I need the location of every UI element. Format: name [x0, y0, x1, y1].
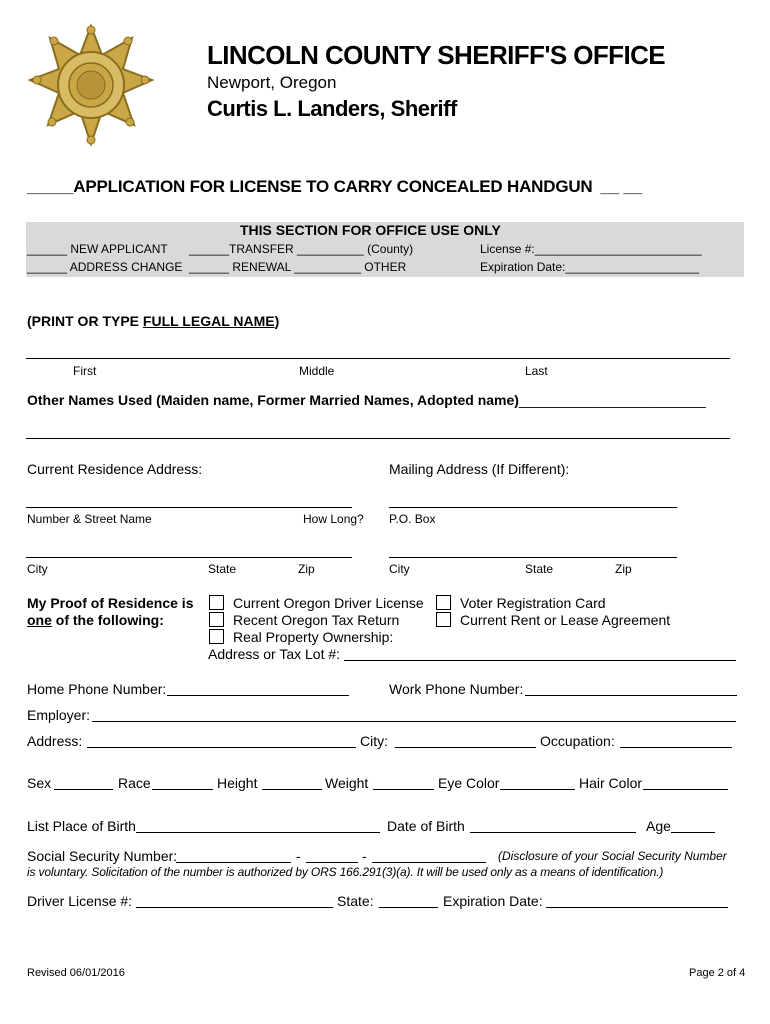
real-property-checkbox[interactable]: [209, 629, 224, 644]
race-label: Race: [118, 775, 151, 791]
occupation-line[interactable]: [620, 747, 732, 748]
license-expiration-line[interactable]: [546, 907, 728, 908]
driver-license-label: Driver License #:: [27, 893, 133, 909]
mailing-city-state-zip-line[interactable]: [389, 557, 677, 558]
eye-color-line[interactable]: [500, 789, 575, 790]
voter-registration-option: Voter Registration Card: [460, 595, 606, 611]
sheriff-name: Curtis L. Landers, Sheriff: [207, 96, 457, 121]
license-number-field[interactable]: License #:_________________________: [480, 242, 702, 256]
weight-line[interactable]: [373, 789, 434, 790]
name-heading-suffix: ): [274, 313, 280, 329]
race-line[interactable]: [152, 789, 213, 790]
ssn-part1-line[interactable]: [176, 862, 291, 863]
expiration-label: Expiration Date:: [480, 260, 566, 274]
sex-label: Sex: [27, 775, 52, 791]
how-long-label: How Long?: [303, 512, 364, 526]
mailing-city-label: City: [389, 562, 410, 576]
work-phone-label: Work Phone Number:: [389, 681, 524, 697]
revised-date: Revised 06/01/2016: [27, 967, 125, 979]
other-names-field[interactable]: [27, 392, 706, 408]
ssn-disclosure-line2: is voluntary. Solicitation of the number is authorized by ORS 166.291(3)(a). It will be used only as a means of identification.): [27, 865, 664, 879]
employer-line[interactable]: [92, 721, 736, 722]
name-heading-underlined: FULL LEGAL NAME: [142, 313, 275, 329]
street-line[interactable]: [26, 507, 352, 508]
driver-license-option: Current Oregon Driver License: [233, 595, 424, 611]
po-box-label: P.O. Box: [389, 512, 436, 526]
last-name-label: Last: [525, 364, 548, 378]
ssn-disclosure-line1: (Disclosure of your Social Security Number: [498, 849, 727, 863]
first-name-label: First: [73, 364, 97, 378]
state-label: State: [208, 562, 237, 576]
eye-color-label: Eye Color: [438, 775, 500, 791]
work-phone-line[interactable]: [525, 695, 737, 696]
driver-license-line[interactable]: [136, 907, 333, 908]
height-label: Height: [217, 775, 258, 791]
weight-label: Weight: [325, 775, 369, 791]
home-phone-line[interactable]: [167, 695, 349, 696]
other-names-line-2[interactable]: [26, 438, 730, 439]
other-names-label: Other Names Used (Maiden name, Former Married Names, Adopted name): [27, 392, 519, 408]
sheriff-badge-logo: [28, 22, 154, 148]
middle-name-label: Middle: [299, 364, 335, 378]
voter-registration-checkbox[interactable]: [436, 595, 451, 610]
tax-lot-line[interactable]: [344, 660, 736, 661]
height-line[interactable]: [262, 789, 322, 790]
transfer-field[interactable]: ______TRANSFER __________ (County): [189, 242, 414, 256]
employer-city-label: City:: [360, 733, 388, 749]
age-label: Age: [646, 818, 671, 834]
proof-label-one: one: [27, 612, 52, 628]
license-state-line[interactable]: [379, 907, 438, 908]
home-phone-label: Home Phone Number:: [27, 681, 167, 697]
tax-return-checkbox[interactable]: [209, 612, 224, 627]
employer-address-label: Address:: [27, 733, 83, 749]
ssn-dash-2: -: [362, 848, 367, 864]
rent-lease-option: Current Rent or Lease Agreement: [460, 612, 671, 628]
name-heading-prefix: (PRINT OR TYPE: [27, 313, 143, 329]
ssn-dash-1: -: [296, 848, 301, 864]
date-of-birth-label: Date of Birth: [387, 818, 465, 834]
place-of-birth-line[interactable]: [136, 832, 380, 833]
full-name-line[interactable]: [26, 358, 730, 359]
employer-label: Employer:: [27, 707, 91, 723]
place-of-birth-label: List Place of Birth: [27, 818, 136, 834]
tax-lot-label: Address or Tax Lot #:: [208, 646, 341, 662]
form-title-suffix: __ __: [600, 177, 643, 196]
license-state-label: State:: [337, 893, 374, 909]
driver-license-checkbox[interactable]: [209, 595, 224, 610]
mailing-address-label: Mailing Address (If Different):: [389, 461, 570, 477]
page-number: Page 2 of 4: [689, 967, 746, 979]
city-state-zip-line[interactable]: [26, 557, 352, 558]
other-names-line: ________________________: [518, 392, 706, 408]
current-residence-label: Current Residence Address:: [27, 461, 203, 477]
mailing-state-label: State: [525, 562, 554, 576]
license-expiration-label: Expiration Date:: [443, 893, 543, 909]
employer-address-line[interactable]: [87, 747, 356, 748]
proof-label-line1: My Proof of Residence is: [27, 595, 194, 611]
form-title: [27, 177, 642, 197]
sex-line[interactable]: [54, 789, 113, 790]
name-heading: [27, 313, 279, 329]
mailing-zip-label: Zip: [615, 562, 632, 576]
date-of-birth-line[interactable]: [470, 832, 636, 833]
tax-return-option: Recent Oregon Tax Return: [233, 612, 400, 628]
city-label: City: [27, 562, 48, 576]
new-applicant-field[interactable]: ______ NEW APPLICANT: [27, 242, 168, 256]
proof-label-line2: [27, 612, 164, 628]
street-label: Number & Street Name: [27, 512, 152, 526]
office-use-heading: THIS SECTION FOR OFFICE USE ONLY: [240, 222, 501, 238]
hair-color-label: Hair Color: [579, 775, 643, 791]
hair-color-line[interactable]: [643, 789, 728, 790]
ssn-part3-line[interactable]: [372, 862, 486, 863]
age-line[interactable]: [671, 832, 715, 833]
zip-label: Zip: [298, 562, 315, 576]
expiration-line: ____________________: [565, 260, 699, 274]
occupation-label: Occupation:: [540, 733, 615, 749]
proof-label-rest: of the following:: [51, 612, 164, 628]
office-location: Newport, Oregon: [207, 73, 337, 92]
rent-lease-checkbox[interactable]: [436, 612, 451, 627]
form-title-prefix: _____: [27, 177, 74, 196]
form-title-text: APPLICATION FOR LICENSE TO CARRY CONCEALED HANDGUN: [73, 177, 593, 196]
po-box-line[interactable]: [389, 507, 677, 508]
real-property-option: Real Property Ownership:: [233, 629, 394, 645]
address-change-field[interactable]: ______ ADDRESS CHANGE: [27, 260, 183, 274]
expiration-date-field[interactable]: [480, 260, 699, 274]
star-badge-icon: [28, 22, 154, 148]
renewal-field[interactable]: ______ RENEWAL __________ OTHER: [189, 260, 407, 274]
employer-city-line[interactable]: [395, 747, 536, 748]
ssn-label: Social Security Number:: [27, 848, 178, 864]
office-title: LINCOLN COUNTY SHERIFF'S OFFICE: [207, 40, 665, 70]
ssn-part2-line[interactable]: [306, 862, 358, 863]
